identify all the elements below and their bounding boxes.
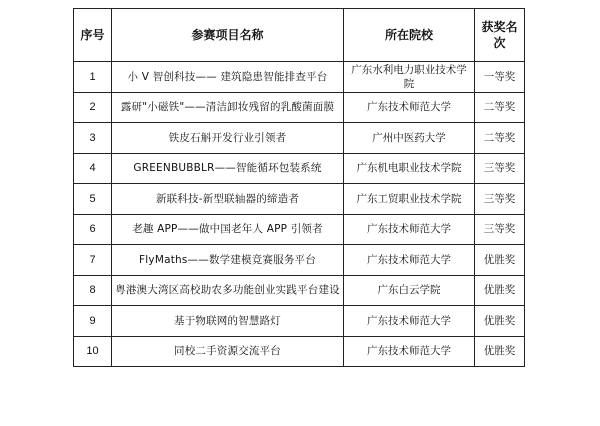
table-row (74, 184, 525, 215)
row-award: 优胜奖 (475, 275, 525, 306)
row-award: 二等奖 (475, 92, 525, 123)
row-project-name: 露研"小磁铁"——清洁卸妆残留的乳酸菌面膜 (112, 92, 344, 123)
row-project-name: 基于物联网的智慧路灯 (112, 306, 344, 337)
row-no: 9 (74, 306, 112, 337)
row-award: 三等奖 (475, 214, 525, 245)
row-award: 一等奖 (475, 62, 525, 93)
header-school: 所在院校 (344, 9, 475, 62)
header-no: 序号 (74, 9, 112, 62)
row-no: 3 (74, 123, 112, 154)
row-school: 广东技术师范大学 (344, 245, 475, 276)
table-row (74, 214, 525, 245)
row-school: 广东技术师范大学 (344, 306, 475, 337)
row-project-name: 同校二手资源交流平台 (112, 336, 344, 367)
row-award: 三等奖 (475, 153, 525, 184)
row-school: 广东技术师范大学 (344, 336, 475, 367)
row-no: 4 (74, 153, 112, 184)
row-award: 优胜奖 (475, 306, 525, 337)
table-row (74, 153, 525, 184)
table-header (74, 9, 525, 62)
header-row (74, 9, 525, 62)
row-no: 6 (74, 214, 112, 245)
row-project-name: 粤港澳大湾区高校助农多功能创业实践平台建设 (112, 275, 344, 306)
row-school: 广东工贸职业技术学院 (344, 184, 475, 215)
header-project-name: 参赛项目名称 (112, 9, 344, 62)
row-no: 1 (74, 62, 112, 93)
row-award: 优胜奖 (475, 336, 525, 367)
table-row (74, 123, 525, 154)
row-no: 7 (74, 245, 112, 276)
row-school: 广州中医药大学 (344, 123, 475, 154)
table-body (74, 62, 525, 367)
row-award: 二等奖 (475, 123, 525, 154)
row-school: 广东水利电力职业技术学院 (344, 62, 475, 93)
row-school: 广东白云学院 (344, 275, 475, 306)
table-row (74, 275, 525, 306)
header-award: 获奖名次 (475, 9, 525, 62)
table-row (74, 62, 525, 93)
row-project-name: 小 V 智创科技—— 建筑隐患智能排查平台 (112, 62, 344, 93)
row-no: 10 (74, 336, 112, 367)
row-school: 广东技术师范大学 (344, 214, 475, 245)
row-no: 8 (74, 275, 112, 306)
row-project-name: 铁皮石斛开发行业引领者 (112, 123, 344, 154)
table-row (74, 336, 525, 367)
row-school: 广东技术师范大学 (344, 92, 475, 123)
row-project-name: FlyMaths——数学建模竞赛服务平台 (112, 245, 344, 276)
awards-table (73, 8, 525, 367)
row-no: 5 (74, 184, 112, 215)
row-award: 优胜奖 (475, 245, 525, 276)
table-row (74, 92, 525, 123)
table-row (74, 245, 525, 276)
row-award: 三等奖 (475, 184, 525, 215)
row-project-name: GREENBUBBLR——智能循环包装系统 (112, 153, 344, 184)
row-no: 2 (74, 92, 112, 123)
row-project-name: 老趣 APP——做中国老年人 APP 引领者 (112, 214, 344, 245)
row-school: 广东机电职业技术学院 (344, 153, 475, 184)
table-row (74, 306, 525, 337)
row-project-name: 新联科技-新型联轴器的缔造者 (112, 184, 344, 215)
